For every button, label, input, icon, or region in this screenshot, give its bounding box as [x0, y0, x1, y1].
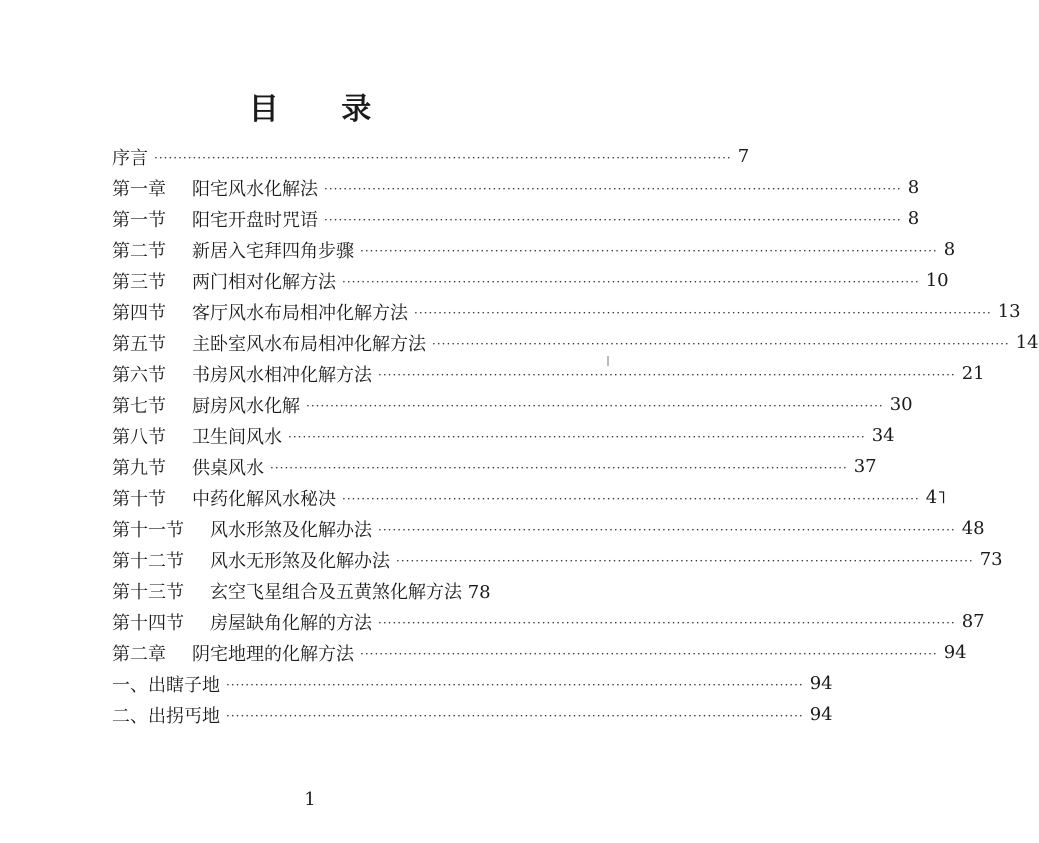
dot-leader: ························································································································	[342, 491, 920, 506]
toc-entry-number: 第一节	[112, 209, 166, 231]
toc-entry	[112, 203, 920, 234]
toc-entry-label	[112, 299, 408, 325]
toc-entry-number: 二、出拐丐地	[112, 705, 220, 727]
toc-entry-title: 书房风水相冲化解方法	[192, 364, 372, 386]
toc-entry-label	[112, 516, 372, 542]
toc-entry-label	[112, 671, 220, 697]
toc-entry-title: 厨房风水化解	[192, 395, 300, 417]
dot-leader: ························································································································	[288, 429, 866, 444]
toc-entry-page: 4˥	[925, 487, 947, 508]
toc-entry-page: 30	[889, 394, 913, 415]
dot-leader: ························································································································	[226, 708, 804, 723]
toc-entry-title: 玄空飞星组合及五黄煞化解方法 78	[210, 581, 491, 603]
page-title: 目 录	[248, 92, 398, 127]
dot-leader: ························································································································	[378, 522, 956, 537]
toc-entry	[112, 699, 833, 730]
toc-entry-number: 第七节	[112, 395, 166, 417]
toc-entry-number: 第二章	[112, 643, 166, 665]
toc-entry-page: 87	[961, 611, 985, 632]
toc-entry	[112, 544, 1003, 575]
toc-entry-number: 第十节	[112, 488, 166, 510]
toc-entry-number: 第五节	[112, 333, 166, 355]
toc-entry-page: 13	[997, 301, 1021, 322]
toc-entry-page: 73	[979, 549, 1003, 570]
toc-entry-number: 第十二节	[112, 550, 184, 572]
toc-entry-label	[112, 547, 390, 573]
toc-entry-number: 第一章	[112, 178, 166, 200]
toc-entry-number: 第十四节	[112, 612, 184, 634]
dot-leader: ························································································································	[378, 367, 956, 382]
toc-entry-number: 第十一节	[112, 519, 184, 541]
toc-entry	[112, 482, 947, 513]
dot-leader: ························································································································	[270, 460, 848, 475]
toc-entry-label	[112, 423, 282, 449]
toc-entry-page: 8	[907, 208, 920, 229]
toc-entry	[112, 141, 750, 172]
toc-entry-label	[112, 175, 318, 201]
toc-entry-label	[112, 640, 354, 666]
table-of-contents	[112, 141, 1039, 730]
toc-entry-title: 阳宅开盘时咒语	[192, 209, 318, 231]
toc-entry-page: 10	[925, 270, 949, 291]
toc-entry-label	[112, 144, 148, 170]
toc-entry-label	[112, 361, 372, 387]
toc-entry-label	[112, 268, 336, 294]
toc-entry-label	[112, 392, 300, 418]
toc-entry-number: 第六节	[112, 364, 166, 386]
toc-entry	[112, 234, 956, 265]
toc-entry-number: 第九节	[112, 457, 166, 479]
dot-leader: ························································································································	[324, 212, 902, 227]
scan-mark	[607, 356, 609, 366]
toc-entry	[112, 606, 985, 637]
dot-leader: ························································································································	[396, 553, 974, 568]
toc-entry-page: 8	[907, 177, 920, 198]
toc-entry-label	[112, 237, 354, 263]
toc-entry-label	[112, 702, 220, 728]
toc-entry-title: 中药化解风水秘决	[192, 488, 336, 510]
toc-entry-title: 阴宅地理的化解方法	[192, 643, 354, 665]
dot-leader: ························································································································	[378, 615, 956, 630]
toc-entry	[112, 389, 913, 420]
dot-leader: ························································································································	[342, 274, 920, 289]
toc-entry-number: 第十三节	[112, 581, 184, 603]
toc-entry-number: 第二节	[112, 240, 166, 262]
toc-entry	[112, 327, 1039, 358]
toc-entry-title: 风水形煞及化解办法	[210, 519, 372, 541]
dot-leader: ························································································································	[226, 677, 804, 692]
toc-entry-title: 新居入宅拜四角步骤	[192, 240, 354, 262]
toc-entry-number: 一、出瞎子地	[112, 674, 220, 696]
toc-entry-title: 客厅风水布局相冲化解方法	[192, 302, 408, 324]
toc-entry-title: 卫生间风水	[192, 426, 282, 448]
toc-entry	[112, 513, 985, 544]
dot-leader: ························································································································	[324, 181, 902, 196]
toc-entry	[112, 668, 833, 699]
toc-entry-title: 阳宅风水化解法	[192, 178, 318, 200]
dot-leader: ························································································································	[154, 150, 732, 165]
toc-entry-title: 两门相对化解方法	[192, 271, 336, 293]
toc-entry-page: 14	[1015, 332, 1039, 353]
toc-entry-title: 风水无形煞及化解办法	[210, 550, 390, 572]
toc-entry-number: 第四节	[112, 302, 166, 324]
page-number: 1	[304, 789, 316, 810]
toc-entry-page: 37	[853, 456, 877, 477]
toc-entry-page: 34	[871, 425, 895, 446]
toc-entry-label	[112, 206, 318, 232]
toc-entry-title: 房屋缺角化解的方法	[210, 612, 372, 634]
toc-entry	[112, 575, 578, 606]
toc-entry	[112, 637, 967, 668]
toc-entry-page: 94	[943, 642, 967, 663]
toc-entry-page: 94	[809, 704, 833, 725]
toc-entry-page: 8	[943, 239, 956, 260]
toc-entry-label	[112, 578, 491, 604]
toc-entry	[112, 451, 877, 482]
toc-entry	[112, 358, 985, 389]
dot-leader: ························································································································	[432, 336, 1010, 351]
toc-entry-number: 第八节	[112, 426, 166, 448]
toc-entry	[112, 265, 949, 296]
dot-leader: ························································································································	[360, 646, 938, 661]
toc-entry-number: 序言	[112, 147, 148, 169]
toc-entry-page: 21	[961, 363, 985, 384]
toc-entry-number: 第三节	[112, 271, 166, 293]
toc-entry	[112, 296, 1021, 327]
toc-entry-page: 7	[737, 146, 750, 167]
toc-entry-label	[112, 485, 336, 511]
toc-entry	[112, 420, 895, 451]
toc-entry	[112, 172, 920, 203]
toc-entry-page: 48	[961, 518, 985, 539]
dot-leader: ························································································································	[414, 305, 992, 320]
toc-entry-label	[112, 330, 426, 356]
toc-entry-title: 主卧室风水布局相冲化解方法	[192, 333, 426, 355]
toc-entry-label	[112, 609, 372, 635]
toc-entry-page: 94	[809, 673, 833, 694]
dot-leader: ························································································································	[360, 243, 938, 258]
toc-entry-title: 供桌风水	[192, 457, 264, 479]
toc-entry-label	[112, 454, 264, 480]
dot-leader: ························································································································	[306, 398, 884, 413]
